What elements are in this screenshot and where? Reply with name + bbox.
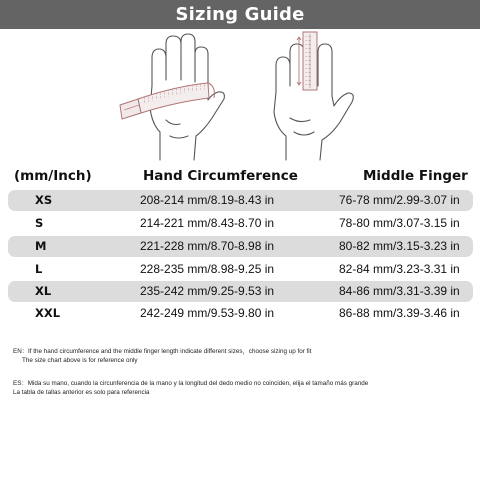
circumference-value: 221-228 mm/8.70-8.98 in bbox=[140, 239, 275, 253]
size-label: XS bbox=[35, 193, 53, 207]
size-label: XXL bbox=[35, 306, 61, 320]
circumference-value: 242-249 mm/9.53-9.80 in bbox=[140, 306, 275, 320]
size-label: XL bbox=[35, 284, 52, 298]
english-note-line-1: EN：If the hand circumference and the middle finger length indicate different sizes，choose sizing up for fit bbox=[13, 348, 312, 355]
circumference-column-header: Hand Circumference bbox=[143, 168, 298, 184]
table-row bbox=[8, 213, 473, 234]
table-row bbox=[8, 303, 473, 324]
circumference-value: 214-221 mm/8.43-8.70 in bbox=[140, 216, 275, 230]
finger-value: 76-78 mm/2.99-3.07 in bbox=[339, 193, 460, 207]
finger-value: 86-88 mm/3.39-3.46 in bbox=[339, 306, 460, 320]
table-row bbox=[8, 236, 473, 257]
english-note-line-2: The size chart above is for reference only bbox=[22, 357, 138, 364]
unit-column-header: (mm/Inch) bbox=[14, 168, 92, 184]
finger-value: 82-84 mm/3.23-3.31 in bbox=[339, 262, 460, 276]
measuring-tape-circumference-icon bbox=[120, 83, 214, 119]
size-label: S bbox=[35, 216, 44, 230]
finger-value: 84-86 mm/3.31-3.39 in bbox=[339, 284, 460, 298]
page-title: Sizing Guide bbox=[0, 0, 480, 29]
spanish-note-line-2: La tabla de tallas anterior es solo para referencia bbox=[13, 389, 150, 396]
finger-value: 78-80 mm/3.07-3.15 in bbox=[339, 216, 460, 230]
circumference-value: 208-214 mm/8.19-8.43 in bbox=[140, 193, 275, 207]
size-label: M bbox=[35, 239, 47, 253]
hand-measurement-illustration bbox=[0, 30, 480, 162]
finger-column-header: Middle Finger bbox=[363, 168, 468, 184]
circumference-value: 228-235 mm/8.98-9.25 in bbox=[140, 262, 275, 276]
table-row bbox=[8, 190, 473, 211]
circumference-value: 235-242 mm/9.25-9.53 in bbox=[140, 284, 275, 298]
size-label: L bbox=[35, 262, 43, 276]
table-row bbox=[8, 281, 473, 302]
table-row bbox=[8, 259, 473, 280]
finger-value: 80-82 mm/3.15-3.23 in bbox=[339, 239, 460, 253]
spanish-note-line-1: ES：Mida su mano, cuando la circunferencia de la mano y la longitud del dedo medio no coinciden, elija el tamaño más grande bbox=[13, 380, 369, 387]
measuring-tape-finger-icon bbox=[297, 32, 317, 90]
